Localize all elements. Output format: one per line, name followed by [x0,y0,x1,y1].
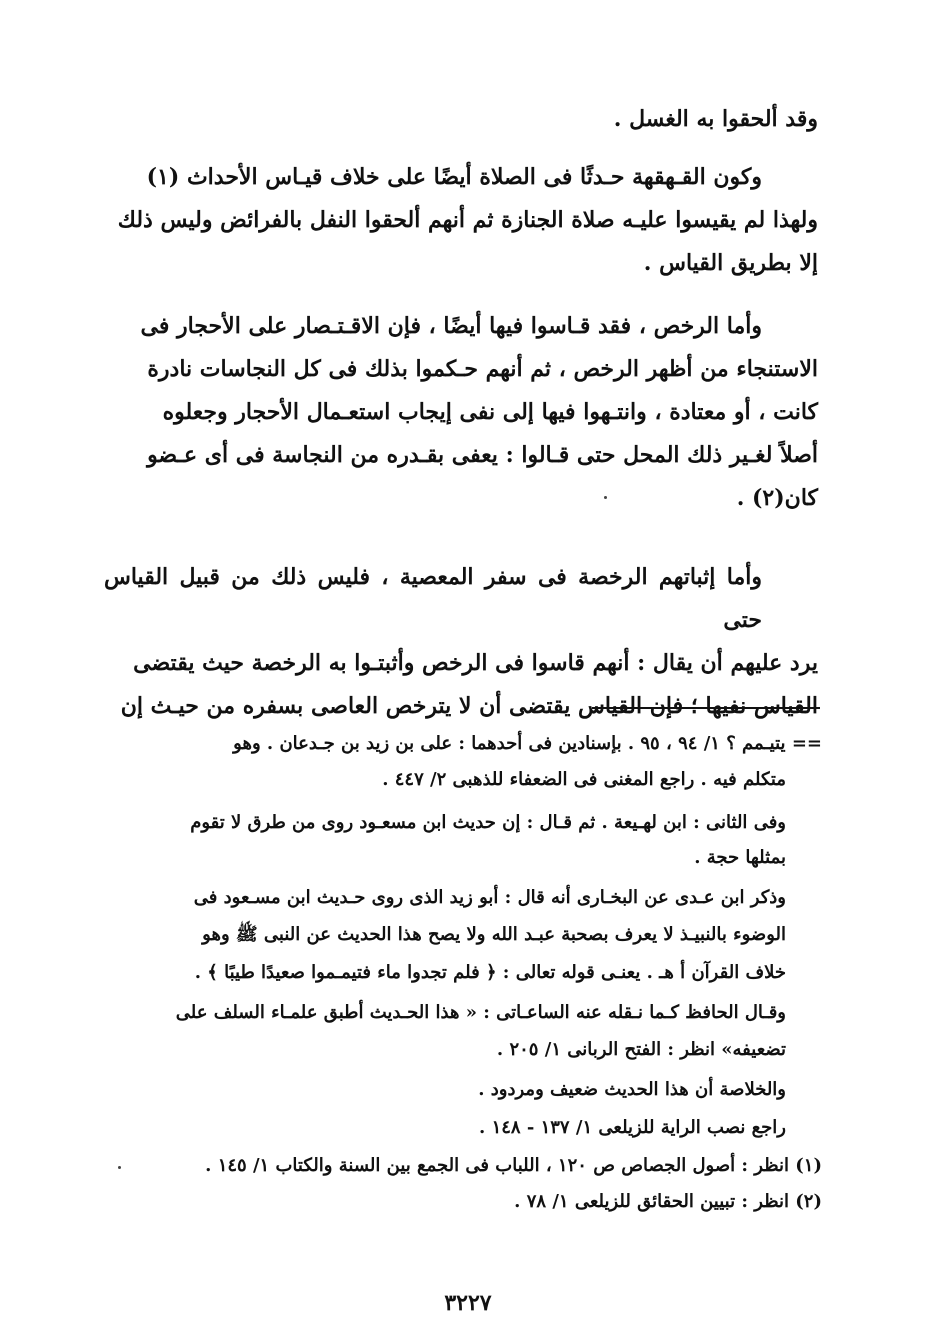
paragraph-line: كان(٢) . [736,485,818,511]
paragraph-line: القياس نفيها ؛ فإن القياس يقتضى أن لا يترخص العاصى بسفره من حيـث إن [120,693,818,719]
paragraph-line: أصلاً لغـير ذلك المحل حتى قـالوا : يعفى بقـدره من النجاسة فى أى عـضو [147,442,818,468]
footnote-line: متكلم فيه . راجع المغنى فى الضعفاء للذهبى ٢/ ٤٤٧ . [382,769,786,790]
paragraph-line: إلا بطريق القياس . [643,250,818,276]
footnote-line: تضعيفه» انظر : الفتح الربانى ١/ ٢٠٥ . [496,1039,786,1060]
footnote-line: والخلاصة أن هذا الحديث ضعيف ومردود . [478,1079,786,1100]
footnote-line: وفى الثانى : ابن لهـيعة . ثم قـال : إن حديث ابن مسعـود روى من طرق لا تقوم [190,812,786,833]
paragraph-line: وقد ألحقوا به الغسل . [613,106,818,132]
stray-dot [118,1166,121,1169]
footnote-line: راجع نصب الراية للزيلعى ١/ ١٣٧ - ١٤٨ . [479,1117,786,1138]
footnote-line: وقـال الحافظ كـما نـقله عنه الساعـاتى : « هذا الحـديث أطبق علمـاء السلف على [175,1002,786,1023]
footnote-line: وذكر ابن عـدى عن البخـارى أنه قال : أبو زيد الذى روى حـديث ابن مسـعود فى [193,887,786,908]
footnote-line: == يتيـمم ؟ ١/ ٩٤ ، ٩٥ . بإسنادين فى أحدهما : على بن زيد بن جـدعان . وهو [233,733,822,754]
footnote-line: (٢) انظر : تبيين الحقائق للزيلعى ١/ ٧٨ . [514,1191,822,1212]
footnotes-section [100,0,822,1334]
footnote-line: الوضوء بالنبيـذ لا يعرف بصحبة عبـد الله ولا يصح هذا الحديث عن النبى ﷺ وهو [202,924,786,945]
footnote-line: خلاف القرآن أ هـ . يعنـى قوله تعالى : ﴿ فلم تجدوا ماء فتيمـموا صعيدًا طيبًا ﴾ . [194,962,786,983]
paragraph-line: ولهذا لم يقيسوا عليـه صلاة الجنازة ثم أنهم ألحقوا النفل بالفرائض وليس ذلك [117,207,818,233]
footnote-line: (١) انظر : أصول الجصاص ص ١٢٠ ، اللباب فى الجمع بين السنة والكتاب ١/ ١٤٥ . [205,1155,822,1176]
footnote-line: بمثلها حجة . [694,847,786,868]
paragraph-line: وأما الرخص ، فقد قـاسوا فيها أيضًا ، فإن الاقـتـصار على الأحجار فى [140,313,762,339]
paragraph-line: وكون القـهقهة حـدثًا فى الصلاة أيضًا على خلاف قيـاس الأحداث (١) [146,164,762,190]
paragraph-line: وأما إثباتهم الرخصة فى سفر المعصية ، فليس ذلك من قبيل القياس حتى [104,564,762,633]
page-number: ٣٢٢٧ [444,1290,492,1316]
paragraph-line: كانت ، أو معتادة ، وانتـهوا فيها إلى نفى إيجاب استعـمال الأحجار وجعلوه [162,399,818,425]
paragraph-line: الاستنجاء من أظهر الرخص ، ثم أنهم حـكموا بذلك فى كل النجاسات نادرة [147,356,818,382]
stray-dot [604,496,607,499]
paragraph-line: يرد عليهم أن يقال : أنهم قاسوا فى الرخص وأثبتـوا به الرخصة حيث يقتضى [133,650,818,676]
